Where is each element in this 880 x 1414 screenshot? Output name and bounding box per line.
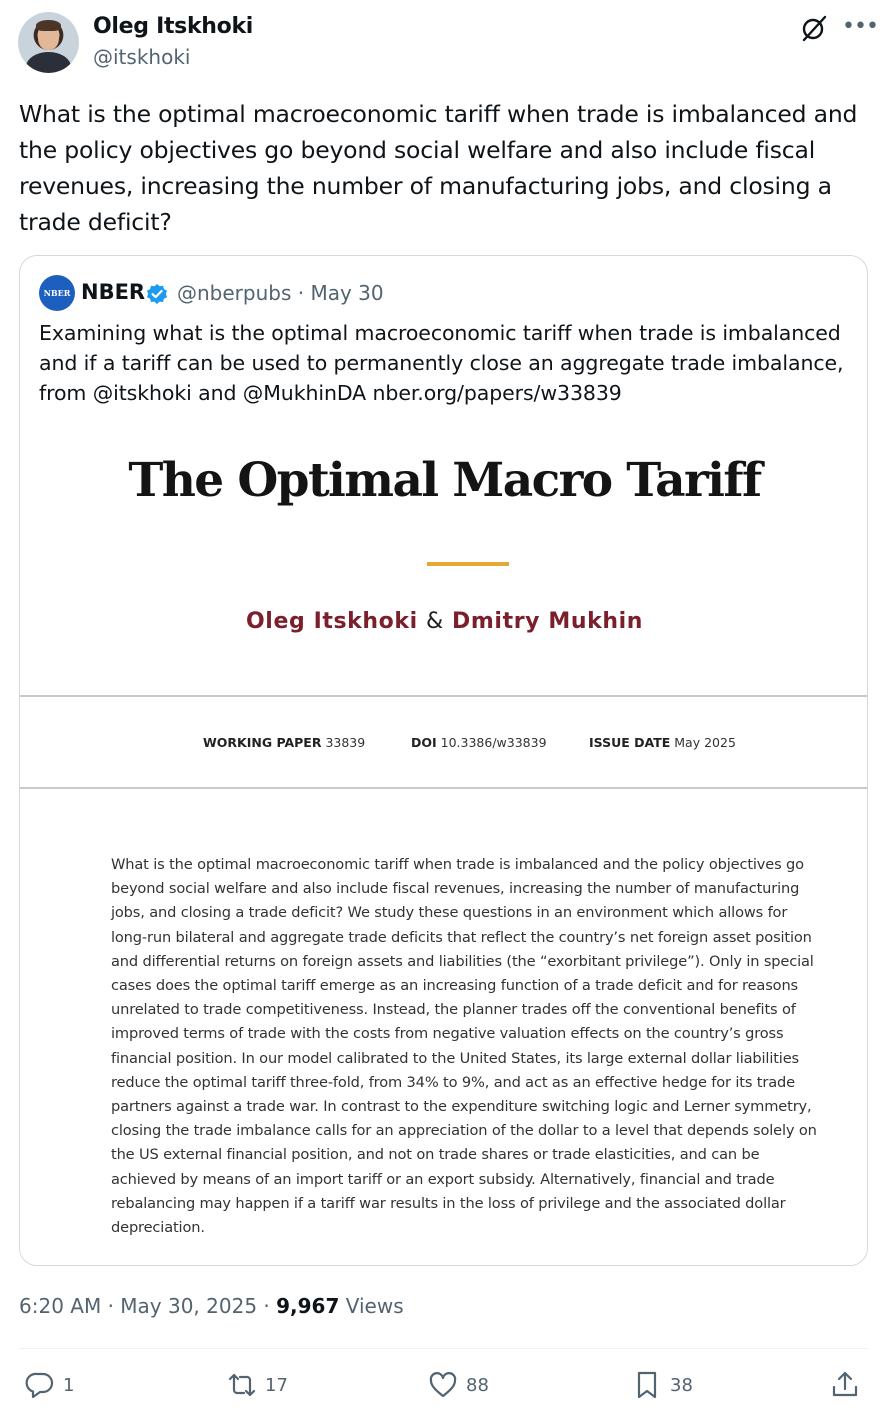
paper-wp-label: WORKING PAPER (203, 735, 322, 750)
reply-icon (25, 1370, 55, 1400)
paper-issue-date (589, 735, 736, 750)
share-icon (830, 1370, 860, 1400)
paper-doi-value: 10.3386/w33839 (440, 735, 547, 750)
paper-date-value: May 2025 (674, 735, 736, 750)
tweet-text: What is the optimal macroeconomic tariff when trade is imbalanced and the policy objectives go beyond social welfare and also include fiscal revenues, increasing the number of manufacturing jobs, and closing a trade deficit? (19, 100, 858, 236)
retweet-button[interactable] (227, 1370, 288, 1400)
paper-title: The Optimal Macro Tariff (128, 453, 761, 508)
avatar-hair (36, 20, 61, 31)
author-name[interactable]: Oleg Itskhoki (93, 14, 254, 39)
paper-abstract: What is the optimal macroeconomic tariff when trade is imbalanced and the policy objectives go beyond social welfare and also include fiscal revenues, increasing the number of manufacturing jobs, and closing a trade deficit? We study these questions in an environment which allows for long-run bilateral and aggregate trade deficits that reflect the country’s net foreign asset position and differential returns on foreign assets and liabilities (the “exorbitant privilege”). Only in special cases does the optimal tariff emerge as an increasing function of a trade deficit and for reasons unrelated to trade competitiveness. Instead, the planner trades off the conventional benefits of improved terms of trade with the costs from negative valuation effects on the country’s gross financial position. In our model calibrated to the United States, its large external dollar liabilities reduce the optimal tariff three-fold, from 34% to 9%, and act as an effective hedge for its trade partners against a trade war. In contrast to the expenditure switching logic and Lerner symmetry, closing the trade imbalance calls for an appreciation of the dollar to a level that depends solely on the US external financial position, and not on trade shares or trade elasticities, and can be achieved by means of an import tariff or an export subsidy. Alternatively, financial and trade rebalancing may happen if a tariff war results in the loss of privilege and the associated dollar depreciation. (111, 856, 817, 1237)
reply-count: 1 (63, 1374, 75, 1396)
paper-rule-bottom (20, 787, 868, 789)
reply-button[interactable] (25, 1370, 74, 1400)
author-handle[interactable]: @itskhoki (93, 45, 191, 69)
divider (19, 1348, 868, 1349)
avatar[interactable] (18, 12, 79, 73)
like-count: 88 (466, 1374, 489, 1396)
paper-working-paper (203, 735, 365, 750)
quoted-tweet-text: Examining what is the optimal macroeconomic tariff when trade is imbalanced and if a tariff can be used to permanently close an aggregate trade imbalance, from @itskhoki and @MukhinDA nber.org/papers/w33839 (39, 321, 844, 405)
like-icon (428, 1370, 458, 1400)
paper-image[interactable] (20, 413, 868, 1266)
like-button[interactable] (428, 1370, 489, 1400)
bookmark-icon (632, 1370, 662, 1400)
paper-wp-value: 33839 (325, 735, 366, 750)
action-bar (0, 1370, 880, 1404)
paper-authors (20, 609, 868, 634)
paper-author-ampersand: & (426, 609, 444, 634)
paper-doi-label: DOI (411, 735, 437, 750)
tweet-timestamp (19, 1294, 404, 1318)
views-label: Views (339, 1294, 404, 1318)
quoted-handle-date[interactable]: @nberpubs · May 30 (177, 281, 384, 305)
paper-date-label: ISSUE DATE (589, 735, 671, 750)
avatar-shoulders (26, 52, 71, 73)
bookmark-button[interactable] (632, 1370, 693, 1400)
gold-divider (427, 562, 509, 566)
paper-author-1: Oleg Itskhoki (246, 609, 418, 634)
nber-logo[interactable]: NBER (39, 275, 75, 311)
quoted-tweet[interactable] (19, 255, 868, 1266)
verified-icon (146, 283, 168, 305)
quoted-author-name[interactable]: NBER (81, 280, 146, 304)
tweet-time-date[interactable]: 6:20 AM · May 30, 2025 · (19, 1294, 277, 1318)
share-button[interactable] (830, 1370, 868, 1400)
more-icon[interactable]: ••• (842, 14, 878, 39)
paper-author-2: Dmitry Mukhin (452, 609, 643, 634)
paper-doi (411, 735, 547, 750)
bookmark-count: 38 (670, 1374, 693, 1396)
retweet-count: 17 (265, 1374, 288, 1396)
grok-icon[interactable] (800, 14, 828, 42)
retweet-icon (227, 1370, 257, 1400)
paper-rule-top (20, 695, 868, 697)
views-count: 9,967 (276, 1294, 340, 1318)
